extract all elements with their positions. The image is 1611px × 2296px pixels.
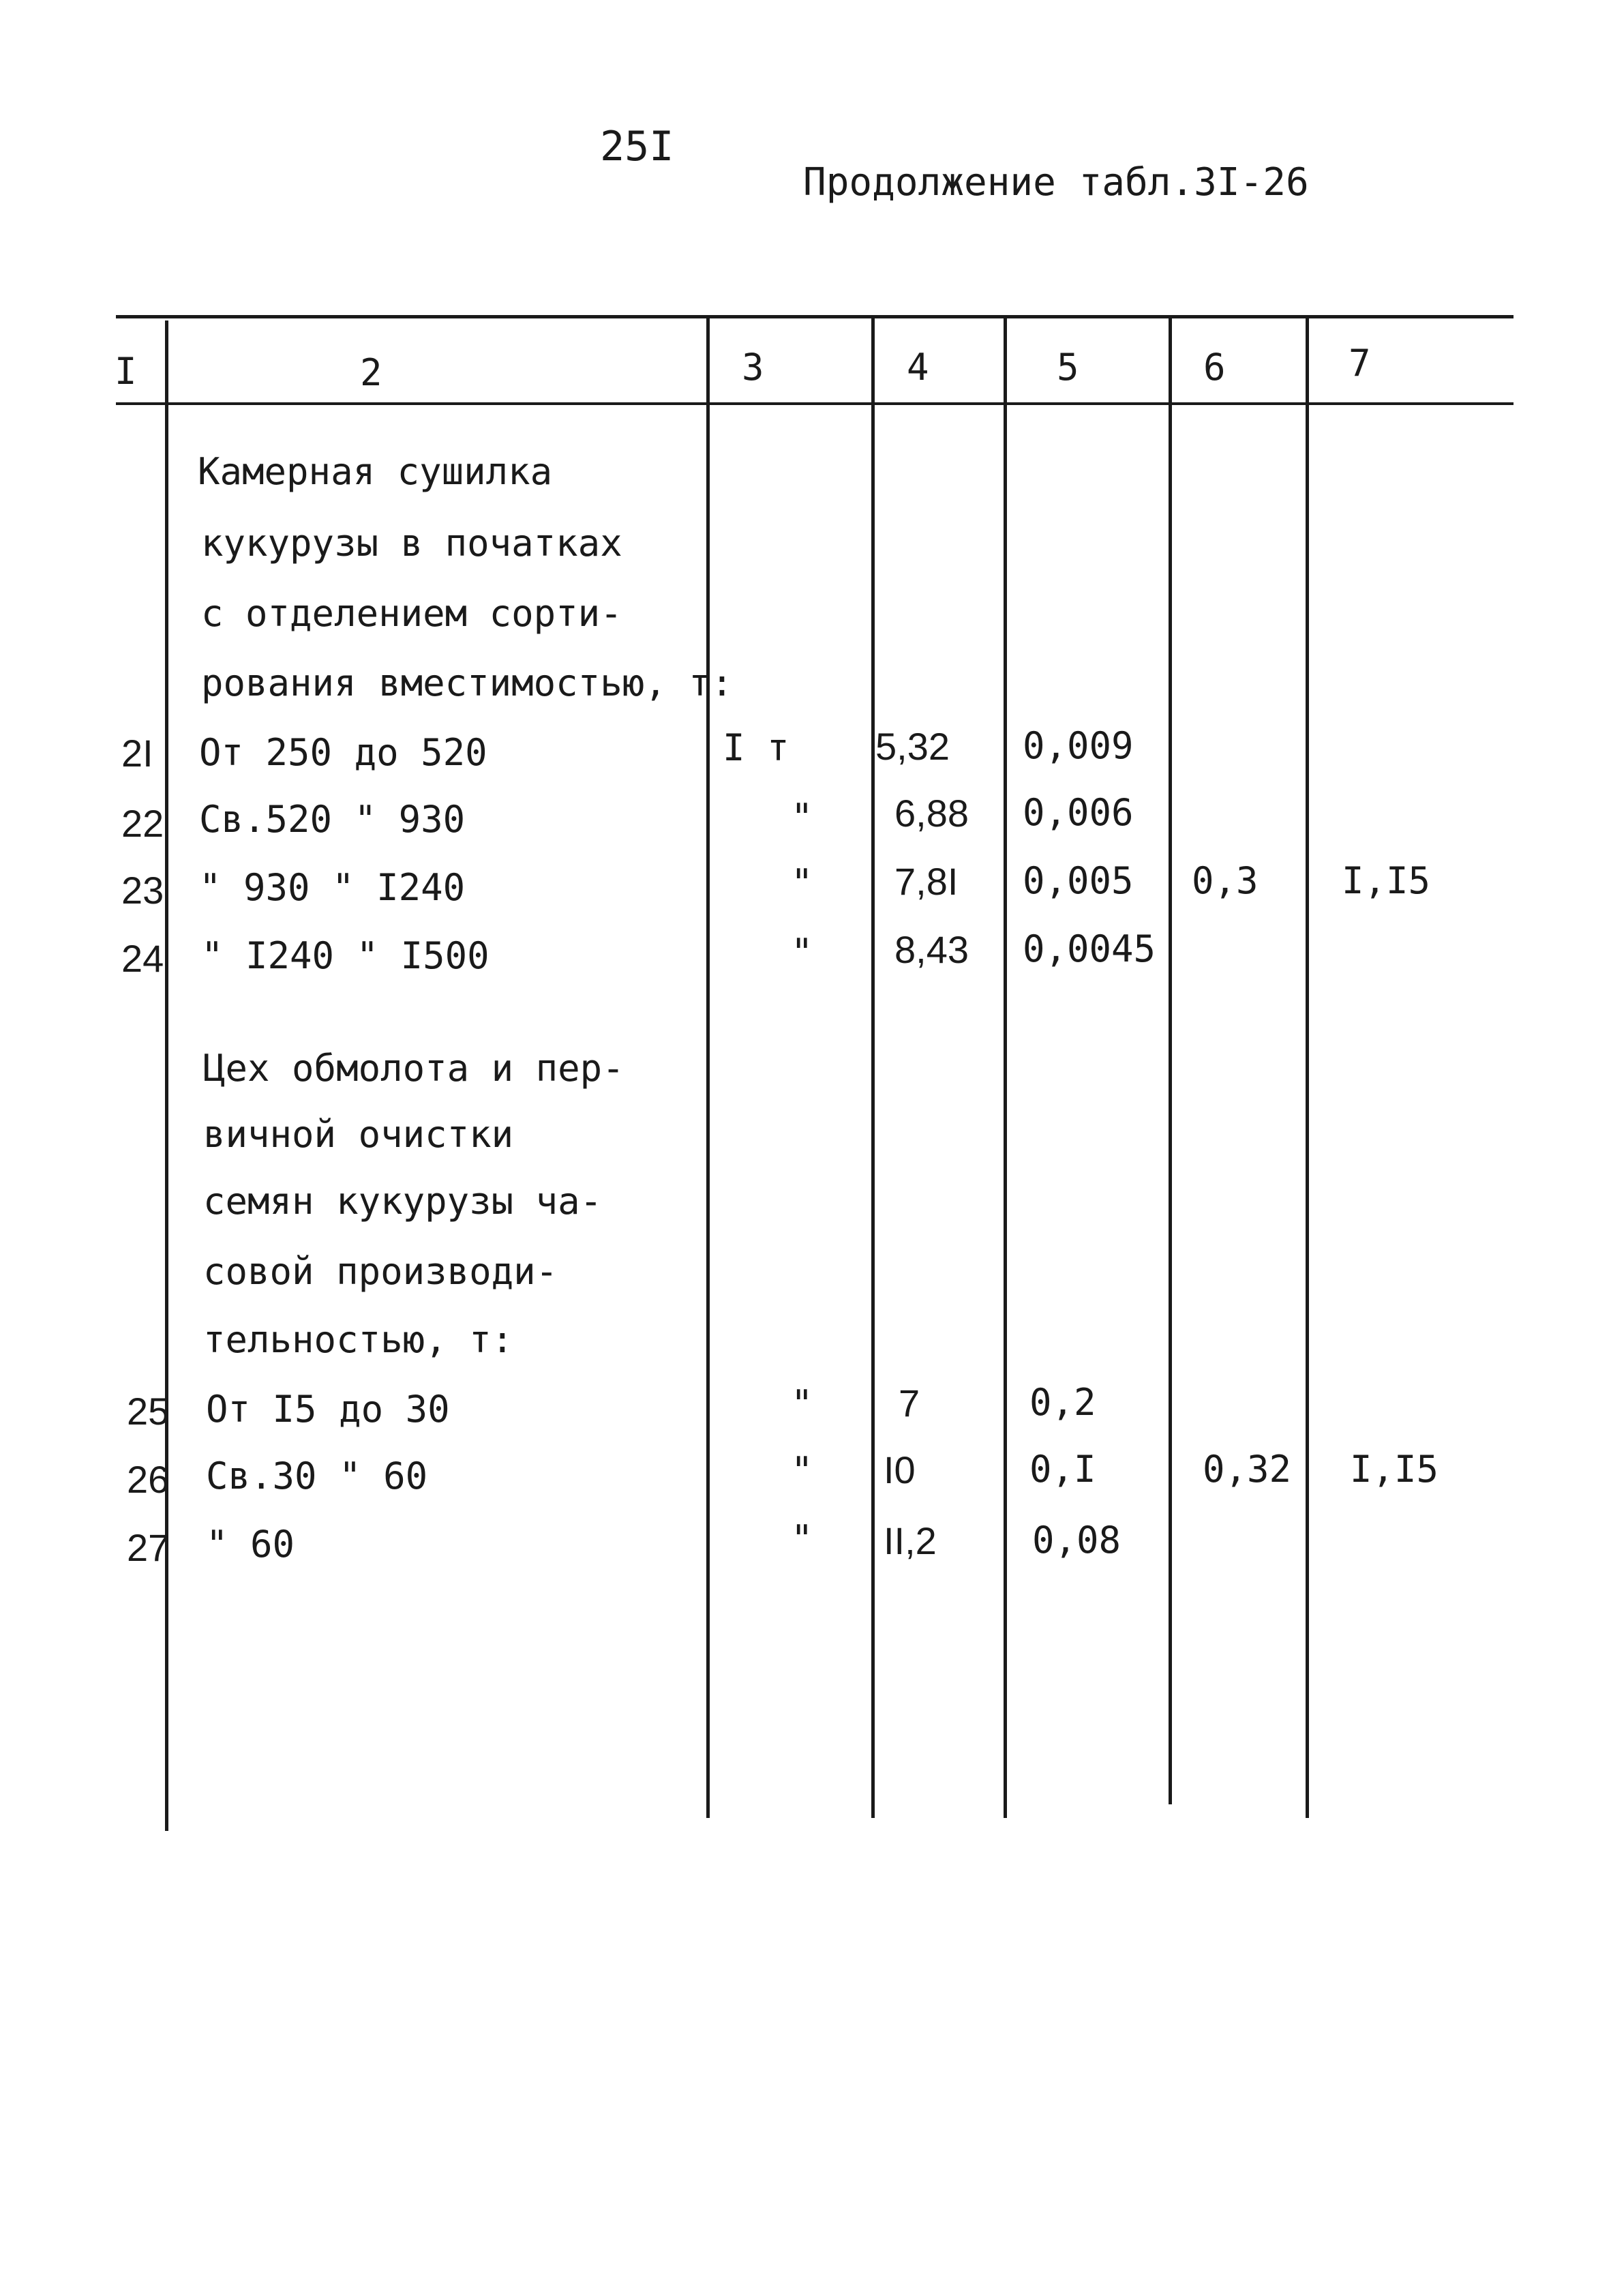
- column-divider-6: [1306, 318, 1309, 1818]
- row-number: 22: [121, 802, 164, 845]
- row-value-col4: 5,32: [875, 725, 950, 768]
- group-2-value-col7: I,I5: [1350, 1448, 1439, 1491]
- row-value-col5: 0,0045: [1023, 927, 1156, 970]
- group-1-title-line-4: рования вместимостью, т:: [201, 661, 734, 704]
- group-2-title-line-1: Цех обмолота и пер-: [203, 1047, 624, 1090]
- group-1-value-col6: 0,3: [1192, 859, 1259, 902]
- column-divider-2: [706, 318, 710, 1818]
- column-header-7: 7: [1349, 342, 1371, 385]
- row-value-col5: 0,009: [1023, 724, 1134, 767]
- row-unit: ": [791, 1517, 813, 1560]
- row-unit: ": [791, 931, 813, 974]
- row-number: 2I: [121, 732, 153, 775]
- row-value-col5: 0,08: [1032, 1519, 1121, 1562]
- page-number: 25I: [600, 123, 674, 170]
- group-1-title-line-1: Камерная сушилка: [198, 450, 553, 493]
- group-1-title-line-2: кукурузы в початках: [201, 522, 622, 565]
- column-divider-5: [1169, 318, 1172, 1804]
- group-1-title-line-3: с отделением сорти-: [201, 592, 622, 635]
- row-number: 23: [121, 869, 164, 912]
- row-description: " 930 " I240: [199, 866, 466, 909]
- row-number: 25: [127, 1390, 170, 1433]
- row-value-col4: 8,43: [894, 928, 969, 971]
- row-unit: ": [791, 1449, 813, 1492]
- row-number: 27: [127, 1526, 170, 1569]
- column-divider-4: [1004, 318, 1007, 1818]
- table-top-rule: [116, 315, 1514, 318]
- row-value-col5: 0,2: [1029, 1381, 1096, 1424]
- column-header-3: 3: [742, 346, 764, 389]
- column-header-6: 6: [1203, 346, 1226, 389]
- row-value-col4: 7,8I: [894, 860, 959, 903]
- row-value-col4: 6,88: [894, 792, 969, 835]
- row-description: Св.520 " 930: [199, 798, 466, 841]
- column-header-1: I: [115, 350, 137, 393]
- column-header-5: 5: [1057, 346, 1079, 389]
- row-description: " 60: [206, 1523, 295, 1566]
- column-header-4: 4: [907, 346, 929, 389]
- column-divider-3: [871, 318, 875, 1818]
- group-1-value-col7: I,I5: [1342, 859, 1431, 902]
- row-description: " I240 " I500: [201, 934, 490, 977]
- row-value-col4: II,2: [884, 1519, 937, 1562]
- group-2-value-col6: 0,32: [1203, 1448, 1292, 1491]
- row-unit: I т: [723, 726, 789, 769]
- row-value-col5: 0,005: [1023, 859, 1134, 902]
- row-value-col5: 0,006: [1023, 791, 1134, 834]
- row-value-col4: I0: [884, 1448, 916, 1491]
- row-description: От 250 до 520: [199, 731, 487, 774]
- row-number: 26: [127, 1458, 170, 1501]
- group-2-title-line-4: совой производи-: [203, 1250, 558, 1293]
- group-2-title-line-5: тельностью, т:: [203, 1318, 514, 1361]
- group-2-title-line-3: семян кукурузы ча-: [203, 1180, 603, 1223]
- group-2-title-line-2: вичной очистки: [203, 1113, 514, 1156]
- column-divider-1: [165, 320, 168, 1831]
- row-description: От I5 до 30: [206, 1388, 450, 1431]
- row-description: Св.30 " 60: [206, 1455, 428, 1497]
- row-unit: ": [791, 1382, 813, 1425]
- column-header-2: 2: [360, 351, 382, 394]
- row-number: 24: [121, 937, 164, 980]
- row-unit: ": [791, 861, 813, 904]
- table-caption: Продолжение табл.3I-26: [803, 160, 1309, 205]
- row-value-col5: 0,I: [1029, 1448, 1096, 1491]
- header-bottom-rule: [116, 402, 1514, 405]
- row-value-col4: 7: [899, 1382, 920, 1425]
- row-unit: ": [791, 796, 813, 839]
